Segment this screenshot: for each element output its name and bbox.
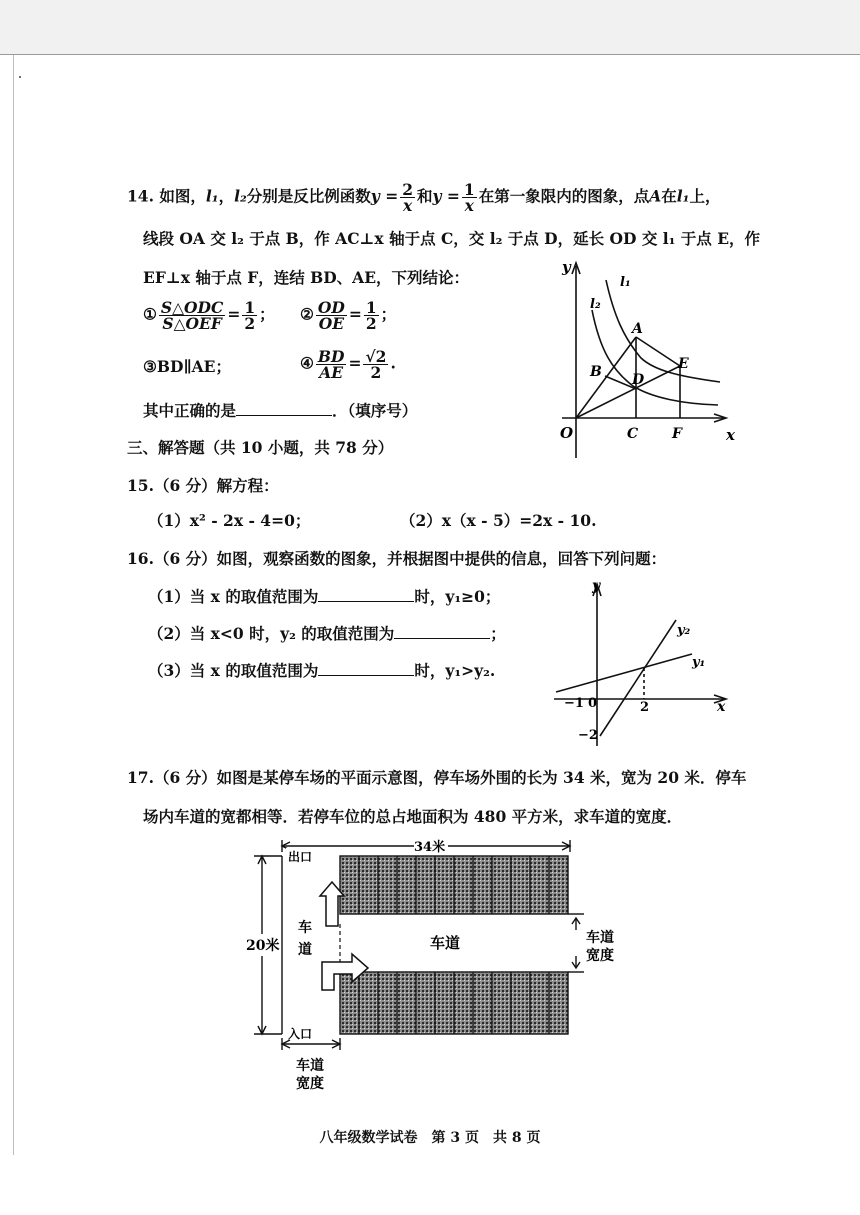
q14-frac-2-over-x: $\frac{2}{x}$ (402, 180, 413, 215)
q16-part2: （2）当 x<0 时，y₂ 的取值范围为 ； (148, 624, 506, 643)
q17-label-lanewidth-b1: 车道 (296, 1058, 324, 1074)
scan-left-edge (13, 55, 14, 1155)
q14-label-E: E (678, 356, 689, 372)
q15-part1: （1）x² - 2x - 4=0； (148, 511, 311, 530)
q16-figure (552, 578, 740, 748)
q16-part1: （1）当 x 的取值范围为 时，y₁≥0； (148, 587, 501, 606)
q16-label-neg1: −1 (564, 696, 584, 711)
q14-label-l2: l₂ (590, 297, 601, 312)
q16-label-y: y (592, 578, 601, 594)
q15-title: 15.（6 分）解方程： (127, 476, 279, 495)
q17-label-lane-h: 车道 (430, 934, 461, 952)
q17-label-lane-v1: 车 (298, 920, 312, 936)
q17-label-lane-v2: 道 (298, 942, 312, 958)
q16-label-neg2: −2 (578, 728, 598, 743)
q15-part2: （2）x（x - 5）=2x - 10. (400, 511, 597, 530)
q17-label-lanewidth-r1: 车道 (586, 930, 614, 946)
q16-title: 16.（6 分）如图，观察函数的图象，并根据图中提供的信息，回答下列问题： (127, 549, 667, 568)
q16-line-y2 (600, 620, 676, 736)
q14-segment-AE (636, 337, 680, 366)
q14-segment-OA (576, 337, 636, 418)
q17-line2: 场内车道的宽都相等．若停车位的总占地面积为 480 平方米，求车道的宽度． (143, 807, 683, 826)
q14-answer-blank[interactable] (236, 401, 332, 416)
q14-label-A: A (632, 321, 643, 337)
q16-label-x: x (717, 699, 726, 715)
q16-blank-2[interactable] (394, 624, 490, 639)
q14-conclusion-2: ② $\frac{OD}{OE}$ = $\frac{1}{2}$ ； (300, 298, 397, 333)
q14-label-C: C (627, 426, 639, 442)
q14-line1: 14. 如图，l₁，l₂分别是反比例函数y = $\frac{2}{x}$ 和y = $\frac{1}{x}$ 在第一象限内的图象，点A在l₁上， (127, 180, 721, 215)
q14-number: 14. (127, 186, 154, 206)
q14-line3: EF⊥x 轴于点 F，连结 BD、AE，下列结论： (143, 268, 470, 287)
q14-label-F: F (672, 426, 682, 442)
q14-curve-l2 (592, 310, 718, 405)
q17-label-lanewidth-b2: 宽度 (296, 1076, 324, 1092)
q16-label-y1: y₁ (692, 655, 706, 670)
q14-conclusion-1: ① $\frac{\text{S△ODC}}{\text{S△OEF}}$ = $\frac{1}{2}$ ； (143, 298, 275, 333)
q16-label-zero: 0 (588, 696, 598, 711)
q14-label-y: y (562, 258, 571, 276)
q14-curve-l1 (606, 280, 720, 382)
q17-label-width: 20米 (246, 938, 280, 954)
q17-label-entrance: 入口 (288, 1027, 313, 1041)
q14-label-B: B (590, 364, 602, 380)
q14-answer-line: 其中正确的是 ．（填序号） (143, 401, 418, 420)
q16-blank-1[interactable] (318, 587, 414, 602)
page-footer: 八年级数学试卷 第 3 页 共 8 页 (319, 1130, 541, 1146)
q17-label-lanewidth-r2: 宽度 (586, 948, 614, 964)
q16-label-y2: y₂ (677, 623, 691, 638)
q14-label-D: D (632, 372, 645, 388)
scan-top-margin (0, 0, 860, 55)
q14-figure (548, 258, 740, 464)
section3-heading: 三、解答题（共 10 小题，共 78 分） (127, 438, 394, 457)
q14-conclusion-4: ④ $\frac{BD}{AE}$ = $\frac{√2}{2}$ . (300, 347, 396, 382)
q16-blank-3[interactable] (318, 661, 414, 676)
q14-frac-1-over-x: $\frac{1}{x}$ (463, 180, 475, 215)
q16-label-two: 2 (640, 700, 650, 715)
q17-label-length: 34米 (414, 840, 446, 855)
q14-line2: 线段 OA 交 l₂ 于点 B，作 AC⊥x 轴于点 C，交 l₂ 于点 D，延长 OD 交 l₁ 于点 E，作 (143, 229, 761, 248)
q17-line1: 17.（6 分）如图是某停车场的平面示意图，停车场外围的长为 34 米，宽为 20 米．停车 (127, 768, 747, 787)
scan-speck (19, 76, 21, 78)
q16-line-y1 (556, 654, 692, 692)
q17-label-exit: 出口 (288, 850, 313, 864)
q14-conclusion-3: ③BD∥AE； (143, 357, 231, 376)
q17-figure (242, 834, 632, 1096)
q14-label-l1: l₁ (620, 275, 631, 290)
q14-label-O: O (560, 424, 574, 442)
q14-label-x: x (726, 426, 735, 444)
q16-part3: （3）当 x 的取值范围为 时，y₁>y₂. (148, 661, 496, 680)
